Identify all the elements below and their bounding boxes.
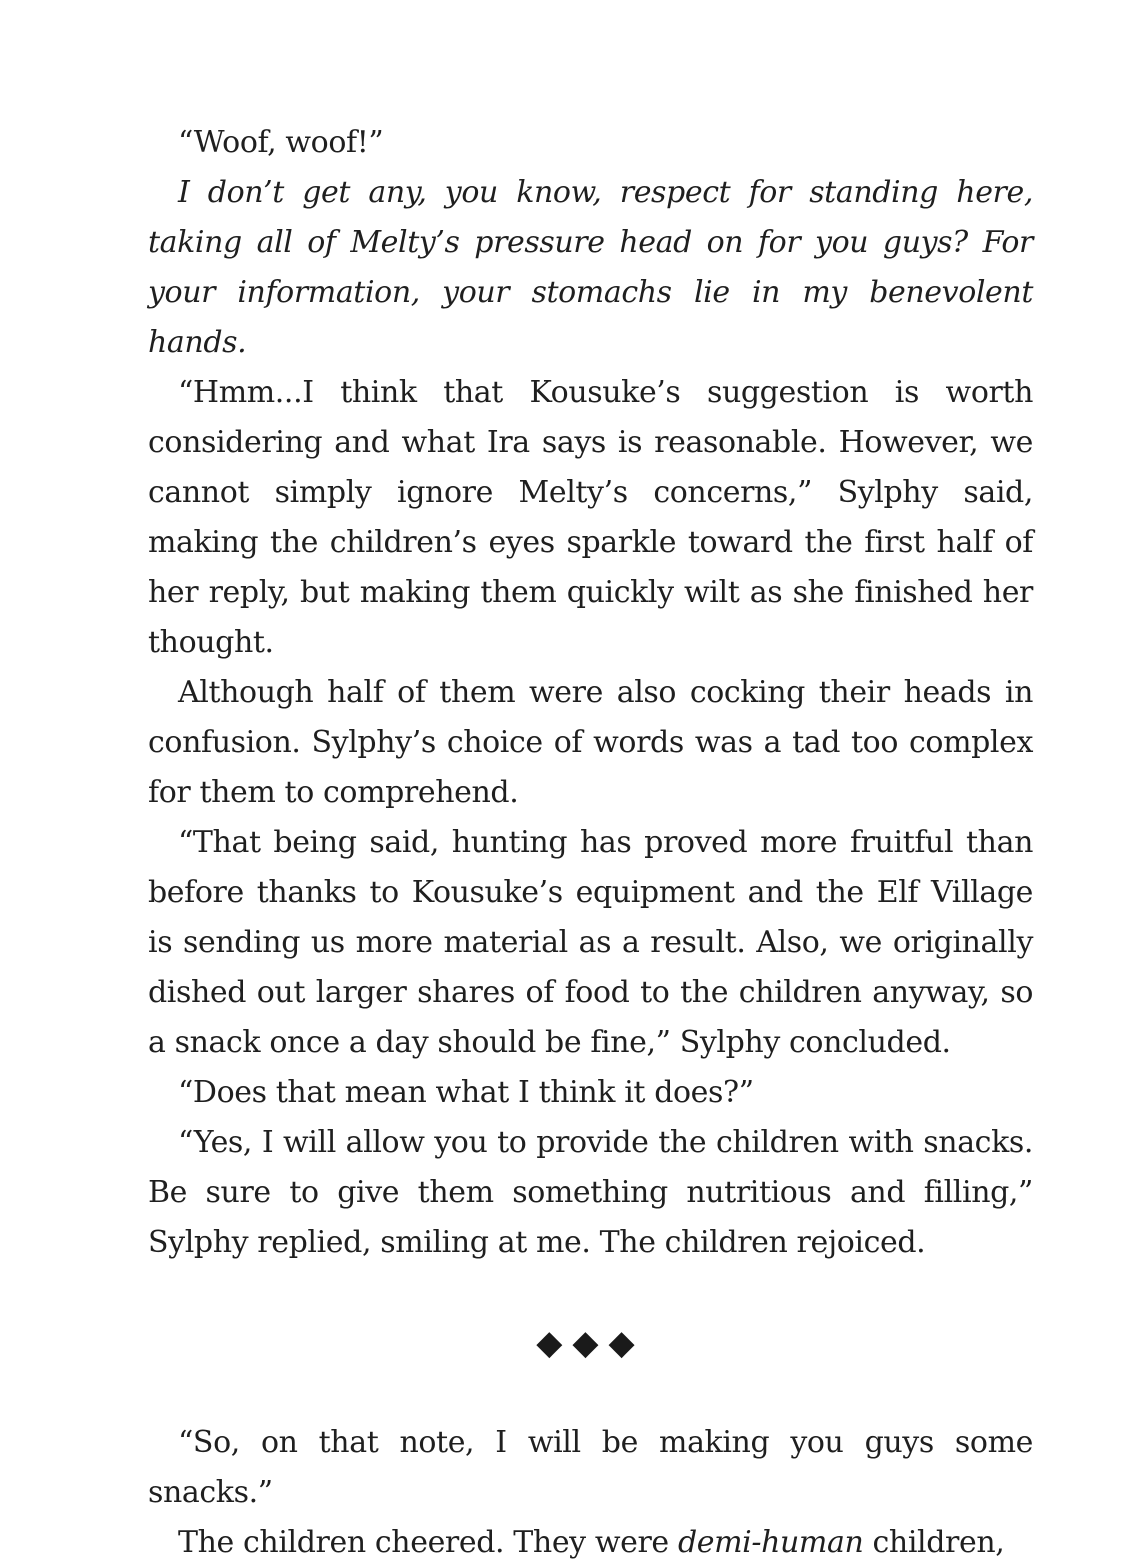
text-run: children, bbox=[863, 1525, 1005, 1560]
page-body bbox=[148, 118, 1033, 1568]
text-run: The children cheered. They were bbox=[178, 1525, 678, 1560]
paragraph: “Yes, I will allow you to provide the children with snacks. Be sure to give them something nutritious and filling,” Sylphy replied, smiling at me. The children rejoiced. bbox=[148, 1125, 1033, 1260]
paragraph: “Does that mean what I think it does?” bbox=[178, 1075, 754, 1110]
paragraph: Although half of them were also cocking their heads in confusion. Sylphy’s choice of words was a tad too complex for them to comprehend. bbox=[148, 675, 1033, 810]
paragraph: “Hmm...I think that Kousuke’s suggestion is worth considering and what Ira says is reasonable. However, we cannot simply ignore Melty’s concerns,” Sylphy said, making the children’s eyes sparkle toward the first half of her reply, but making them quickly wilt as she finished her thought. bbox=[148, 375, 1033, 660]
emphasis-text: demi-human bbox=[677, 1525, 864, 1560]
paragraph: “That being said, hunting has proved more fruitful than before thanks to Kousuke’s equipment and the Elf Village is sending us more material as a result. Also, we originally dished out larger shares of food to the children anyway, so a snack once a day should be fine,” Sylphy concluded. bbox=[148, 825, 1033, 1060]
paragraph bbox=[148, 1518, 1033, 1568]
scene-break-diamonds: ◆◆◆ bbox=[536, 1323, 645, 1363]
paragraph: “Woof, woof!” bbox=[178, 125, 384, 160]
paragraph: “So, on that note, I will be making you guys some snacks.” bbox=[148, 1425, 1033, 1510]
paragraph-thought: I don’t get any, you know, respect for standing here, taking all of Melty’s pressure head on for you guys? For your information, your stomachs lie in my benevolent hands. bbox=[148, 175, 1033, 360]
